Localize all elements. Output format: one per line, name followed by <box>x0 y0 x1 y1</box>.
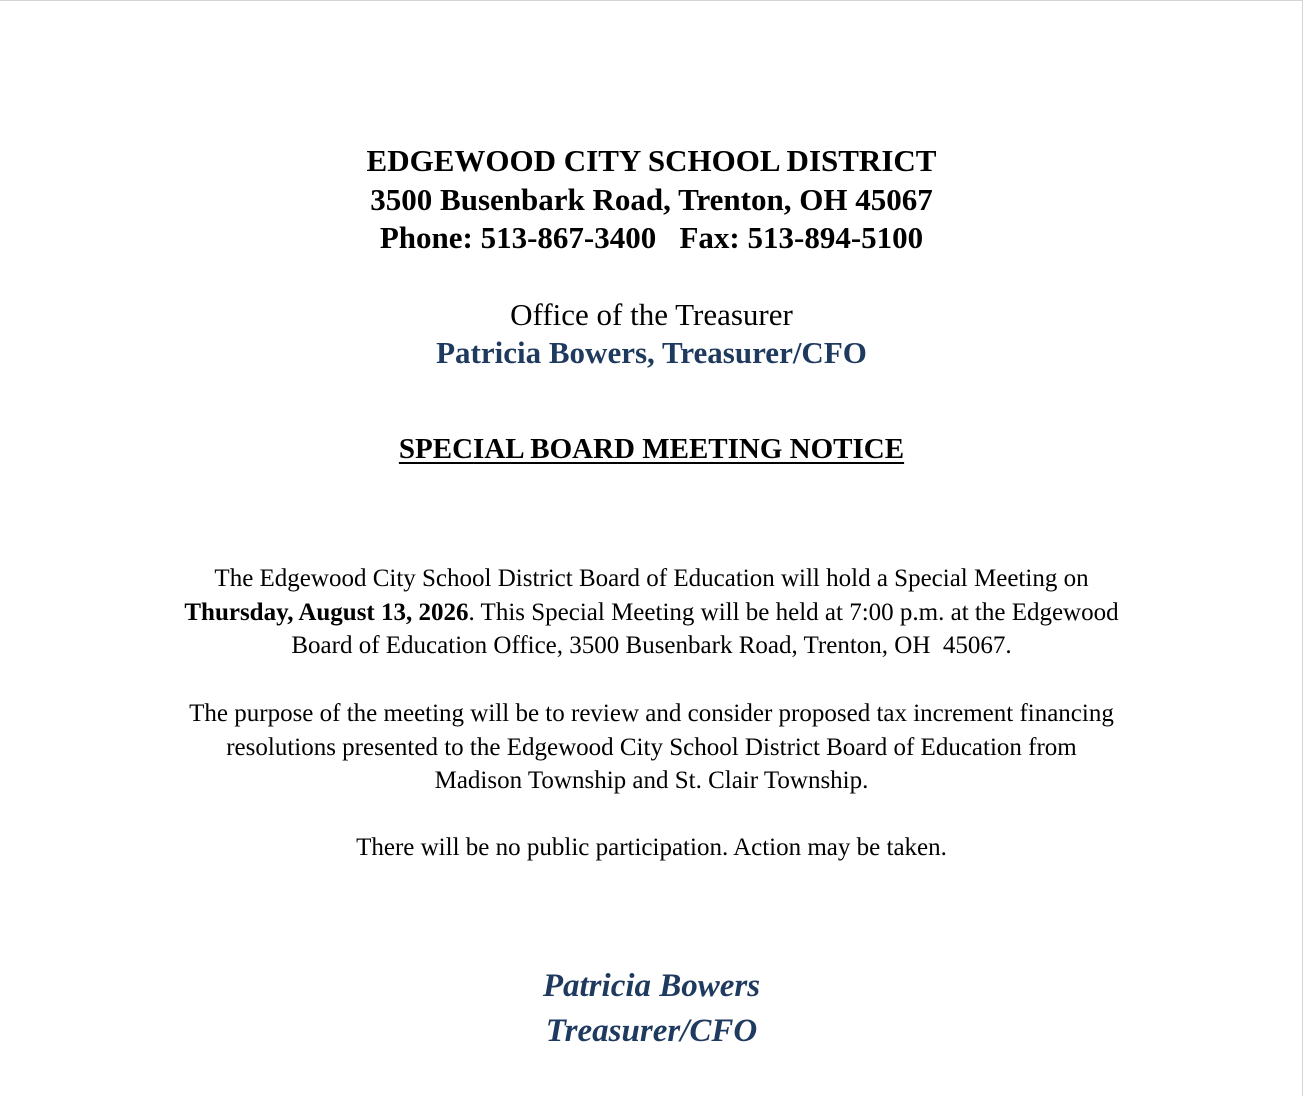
district-contact: Phone: 513-867-3400 Fax: 513-894-5100 <box>379 220 924 255</box>
letterhead <box>0 142 1303 258</box>
participation-paragraph <box>0 831 1303 865</box>
officer-name: Patricia Bowers, Treasurer/CFO <box>436 335 867 370</box>
meeting-details-paragraph <box>0 562 1303 663</box>
paragraph-line: Madison Township and St. Clair Township. <box>434 767 869 794</box>
signature-name: Patricia Bowers <box>542 968 761 1004</box>
office-block <box>0 296 1303 372</box>
signature-block <box>0 964 1303 1054</box>
district-address: 3500 Busenbark Road, Trenton, OH 45067 <box>370 181 933 217</box>
signature-title: Treasurer/CFO <box>545 1013 758 1049</box>
paragraph-line: Board of Education Office, 3500 Busenbark Road, Trenton, OH 45067. <box>291 632 1012 659</box>
district-name: EDGEWOOD CITY SCHOOL DISTRICT <box>366 143 937 178</box>
paragraph-line: The purpose of the meeting will be to review and consider proposed tax increment financing <box>189 700 1114 727</box>
notice-heading-block <box>0 431 1303 467</box>
notice-heading: SPECIAL BOARD MEETING NOTICE <box>398 433 905 465</box>
meeting-time-text: . This Special Meeting will be held at 7:00 p.m. at the Edgewood <box>468 598 1119 626</box>
meeting-purpose-paragraph <box>0 697 1303 798</box>
paragraph-line: resolutions presented to the Edgewood City School District Board of Education from <box>226 733 1077 761</box>
paragraph-line: The Edgewood City School District Board of Education will hold a Special Meeting on <box>214 565 1089 592</box>
paragraph-line <box>0 596 1303 630</box>
office-title: Office of the Treasurer <box>510 297 793 332</box>
meeting-date: Thursday, August 13, 2026 <box>184 598 469 626</box>
paragraph-line: There will be no public participation. Action may be taken. <box>356 834 947 861</box>
